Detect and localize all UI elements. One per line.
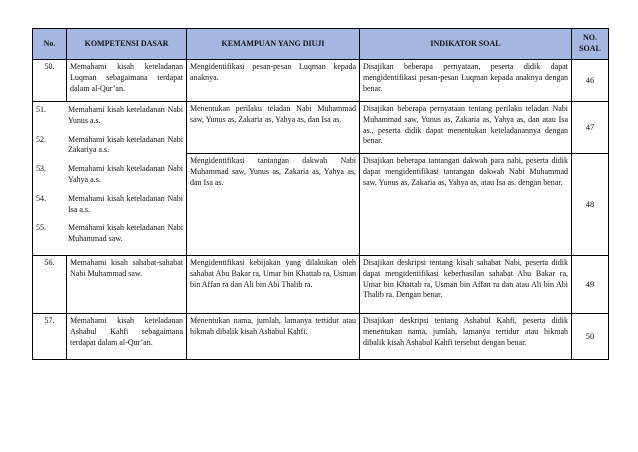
kd-item-text: Memahami kisah keteladanan Nabi Muhammad saw.: [68, 223, 183, 244]
indikator-cell: Disajikan deskripsi tentang kisah sahabat Nabi, peserta didik dapat mengidentifikasi keberhasilan sahabat Abu Bakar ra, Umar bin Khattab ra, Usman bin Affan ra dan atau Ali bin Abi Thalib ra. Dengan benar.: [360, 256, 572, 314]
kompetensi-dasar-group-cell: [33, 102, 187, 256]
kd-item-text: Memahami kisah keteladanan Nabi Isa a.s.: [68, 193, 183, 214]
kd-item-number: 52.: [36, 134, 46, 144]
kd-item-text: Memahami kisah keteladanan Nabi Yahya a.s.: [68, 164, 183, 184]
indikator-cell: Disajikan beberapa tantangan dakwah para nabi, peserta didik dapat mengidentifikasi tantangan dakwah Nabi Muhammad saw, Yunus as, Zakaria as, Yahya as, atau Isa as. dengan benar.: [360, 154, 572, 256]
kisi-kisi-table-container: [32, 28, 608, 360]
header-no-soal: NO. SOAL: [572, 29, 609, 60]
kd-item-number: 54.: [36, 193, 46, 203]
kemampuan-cell: Menentukan perilaku teladan Nabi Muhammad saw, Yunus as, Zakaria as, Yahya as, dan Isa as.: [187, 102, 360, 154]
kemampuan-cell: Menentukan nama, jumlah, lamanya tertidur atau hikmah dibalik kisah Ashabul Kahfi.: [187, 314, 360, 360]
indikator-cell: Disajikan beberapa pernyataan, peserta didik dapat mengidentifikasi pesan-pesan Luqman kepada anaknya dengan benar.: [360, 60, 572, 102]
kemampuan-cell: Mengidentifikasi tantangan dakwah Nabi Muhammad saw, Yunus as, Zakaria as, Yahya as, dan Isa as.: [187, 154, 360, 256]
kisi-kisi-table: [32, 28, 609, 360]
indikator-cell: Disajikan beberapa pernyataan tentang perilaku teladan Nabi Muhammad saw, Yunus as, Zakaria as, Yahya as, dan atau Isa as., peserta didik dapat menentukan keteladanannya dengan benar.: [360, 102, 572, 154]
row-number: 57.: [33, 314, 67, 360]
no-soal-cell: 47: [572, 102, 609, 154]
header-indikator-soal: INDIKATOR SOAL: [360, 29, 572, 60]
kd-item-number: 53.: [36, 164, 46, 174]
kd-item: [36, 194, 183, 216]
kompetensi-dasar-cell: Memahami kisah keteladanan Luqman sebagaimana terdapat dalam al-Qur’an.: [67, 60, 187, 102]
kd-item-number: 51.: [36, 105, 46, 114]
table-row-51-55a: [33, 102, 609, 154]
table-header-row: [33, 29, 609, 60]
header-no: No.: [33, 29, 67, 60]
no-soal-cell: 49: [572, 256, 609, 314]
header-kemampuan: KEMAMPUAN YANG DIUJI: [187, 29, 360, 60]
table-row-56: [33, 256, 609, 314]
no-soal-cell: 50: [572, 314, 609, 360]
kd-item: [36, 223, 183, 245]
kompetensi-dasar-cell: Memahami kisah sahabat-sahabat Nabi Muhammad saw.: [67, 256, 187, 314]
table-row-50: [33, 60, 609, 102]
row-number: 56.: [33, 256, 67, 314]
kemampuan-cell: Mengidentifikasi kebijakan yang dilakukan oleh sahabat Abu Bakar ra, Umar bin Khattab ra, Usman bin Affan ra dan Ali bin Abi Thalib ra.: [187, 256, 360, 314]
table-row-57: [33, 314, 609, 360]
indikator-cell: Disajikan deskripsi tentang Ashabul Kahfi, peserta didik menentukan nama, jumlah, lamanya tertidur atau hikmah dibalik kisah Ashabul Kahfi tersebut dengan benar.: [360, 314, 572, 360]
header-kompetensi-dasar: KOMPETENSI DASAR: [67, 29, 187, 60]
kd-item: [36, 135, 183, 157]
no-soal-cell: 48: [572, 154, 609, 256]
kd-item: [36, 105, 183, 127]
no-soal-cell: 46: [572, 60, 609, 102]
kd-item: [36, 164, 183, 186]
kd-item-number: 55.: [36, 223, 46, 233]
kompetensi-dasar-cell: Memahami kisah keteladanan Ashabul Kahfi sebagaimana terdapat dalam al-Qur’an.: [67, 314, 187, 360]
kemampuan-cell: Mengidentifikasi pesan-pesan Luqman kepada anaknya.: [187, 60, 360, 102]
kd-item-text: Memahami kisah keteladanan Nabi Yunus a.s.: [68, 105, 183, 125]
kd-item-text: Memahami kisah keteladanan Nabi Zakariya a.s.: [68, 134, 183, 155]
row-number: 50.: [33, 60, 67, 102]
